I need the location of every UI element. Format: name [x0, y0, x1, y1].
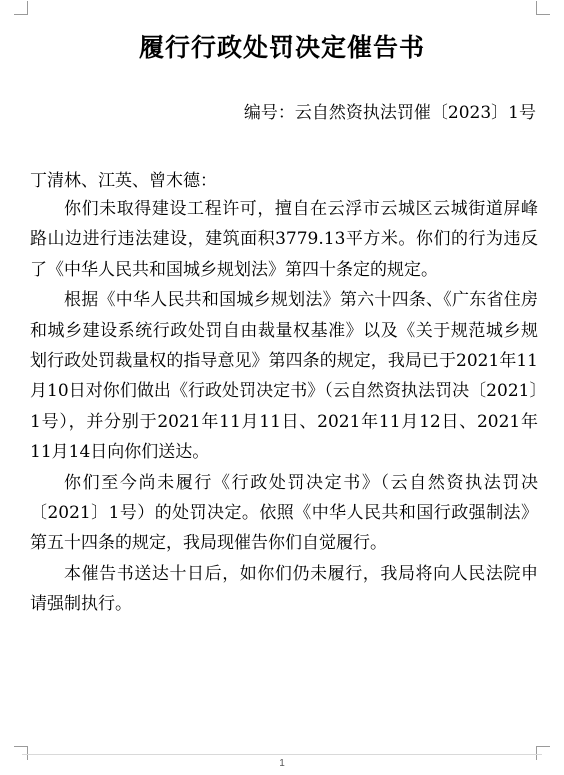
crop-mark-bottom-left-h: [14, 746, 28, 747]
salutation: 丁清林、江英、曾木德：: [30, 171, 217, 191]
document-body: [30, 194, 538, 620]
page-number: 1: [279, 758, 285, 769]
paragraph-violation: 你们未取得建设工程许可，擅自在云浮市云城区云城街道屏峰路山边进行违法建设，建筑面积3779.13平方米。你们的行为违反了《中华人民共和国城乡规划法》第四十条定的规定。: [30, 199, 538, 280]
paragraph-demand: 你们至今尚未履行《行政处罚决定书》（云自然资执法罚决〔2021〕1号）的处罚决定。依照《中华人民共和国行政强制法》第五十四条的规定，我局现催告你们自觉履行。: [30, 472, 538, 554]
crop-mark-top-right-h: [536, 14, 550, 15]
crop-mark-top-left-h: [14, 14, 28, 15]
paragraph-legal-basis: 根据《中华人民共和国城乡规划法》第六十四条、《广东省住房和城乡建设系统行政处罚自由裁量权基准》以及《关于规范城乡规划行政处罚裁量权的指导意见》第四条的规定，我局已于2021年11月10日对你们做出《行政处罚决定书》（云自然资执法罚决〔2021〕1号），并分别于2021年11月11日、2021年11月12日、2021年11月14日向你们送达。: [30, 290, 538, 463]
crop-mark-top-left-v: [27, 1, 28, 15]
crop-mark-top-right-v: [536, 1, 537, 15]
crop-mark-bottom-right-h: [536, 746, 550, 747]
paragraph-enforcement: 本催告书送达十日后，如你们仍未履行，我局将向人民法院申请强制执行。: [30, 563, 538, 615]
footer-divider: [22, 754, 542, 755]
document-number: 编号：云自然资执法罚催〔2023〕1号: [243, 103, 536, 123]
document-title: 履行行政处罚决定催告书: [138, 33, 425, 62]
